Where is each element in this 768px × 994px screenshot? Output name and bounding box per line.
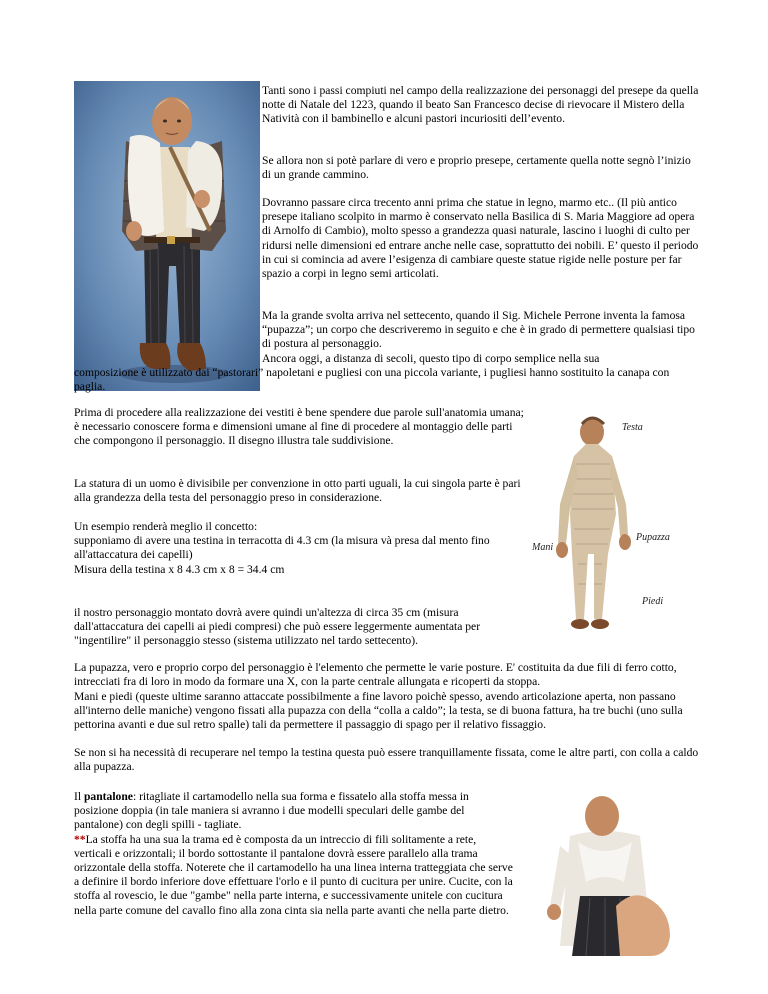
label-pupazza: Pupazza <box>636 532 670 543</box>
anatomy-example <box>74 520 524 577</box>
pantalone-keyword: pantalone <box>83 790 133 803</box>
label-mani: Mani <box>532 542 554 553</box>
intro-paragraph-4b-rest: composizione è utilizzato dai “pastorari” napoletani e pugliesi con una piccola variante, i pugliesi hanno sostituito la canapa con paglia. <box>74 366 670 394</box>
shepherd-figurine-photo <box>74 81 260 391</box>
pupazza-paragraph-1: La pupazza, vero e proprio corpo del personaggio è l'elemento che permette le varie posture. E' costituita da due fili di ferro cotto, intrecciati fra di loro in modo da formare una X, con la parte centrale allungata e ricoperti da stoppa. <box>74 661 677 689</box>
pantalone-lead-prefix: Il <box>74 790 84 803</box>
example-assumption: supponiamo di avere una testina in terracotta di 4.3 cm (la misura và presa dal mento fino all'attaccatura dei capelli) <box>74 534 490 562</box>
pupazza-paragraph-3: Se non si ha necessità di recuperare nel tempo la testina questa può essere tranquillamente fissata, come le altre parti, con colla a caldo alla pupazza. <box>74 746 699 774</box>
anatomy-paragraph-1: Prima di procedere alla realizzazione dei vestiti è bene spendere due parole sull'anatomia umana; è necessario conoscere forma e dimensioni umane al fine di procedere al montaggio delle parti che compongono il personaggio. Il disegno illustra tale suddivisione. <box>74 406 524 448</box>
pupazza-paragraph-2: Mani e piedi (queste ultime saranno attaccate possibilmente a fine lavoro poichè spesso, avendo articolazione aperta, non passano all'interno delle maniche) vengono fissati alla pupazza con della “colla a caldo”; la testa, se di buona fattura, ha tre buchi (uno sulla pettorina avanti e due sul retro spalle) tali da permettere il passaggio di spago per il relativo fissaggio. <box>74 690 683 732</box>
intro-paragraph-3: Dovranno passare circa trecento anni prima che statue in legno, marmo etc.. (Il più antico presepe italiano scolpito in marmo è conservato nella Basilica di S. Maria Maggiore ad opera di Arnolfo di Cambio), molto spesso a grandezza quasi naturale, lascino i luoghi di culto per ridursi nelle dimensioni ed entrare anche nelle case, soprattutto dei nobili. E’ questo il periodo in cui si comincia ad avere l’esigenza di cambiare queste statue rigide nelle posture per far spazio a corpi in legno semi articolati. <box>262 196 699 281</box>
intro-paragraph-4a: Ma la grande svolta arriva nel settecento, quando il Sig. Michele Perrone inventa la famosa “pupazza”; un corpo che descriveremo in seguito e che è in grado di permettere qualsiasi tipo di postura al personaggio. <box>262 309 695 351</box>
pantalone-note-mark: ** <box>74 832 86 846</box>
example-calculation: Misura della testina x 8 4.3 cm x 8 = 34.4 cm <box>74 562 285 576</box>
pupazza-anatomy-figure <box>530 404 690 640</box>
pantalone-note-text: La stoffa ha una sua la trama ed è composta da un intreccio di fili solitamente a rete, verticali e orizzontali; il bordo sottostante il pantalone dovrà essere parallelo alla trama orizzontale della stoffa. Noterete che il cartamodello ha una linea interna tratteggiata che serve a definire il bordo inferiore dove effettuare l'orlo e il punto di cucitura per unire. Cucite, con la stoffa al rovescio, le due "gambe" nella parte interna, e successivamente unitele con cucitura nella parte comune del cavallo fino alla zona cinta sia nella parte avanti che nella parte dietro. <box>74 832 513 917</box>
intro-paragraph-4b-line1: Ancora oggi, a distanza di secoli, questo tipo di corpo semplice nella sua <box>262 352 600 365</box>
pantalone-lead-text: : ritagliate il cartamodello nella sua forma e fissatelo alla stoffa messa in posizione doppia (in tale maniera si avranno i due modelli speculari delle gambe del pantalone) con degli spilli - tagliate. <box>74 790 469 832</box>
label-testa: Testa <box>622 422 643 433</box>
label-piedi: Piedi <box>642 596 664 607</box>
intro-paragraph-1: Tanti sono i passi compiuti nel campo della realizzazione dei personaggi del presepe da quella notte di Natale del 1223, quando il beato San Francesco decise di rievocare il Mistero della Natività con il bambinello e alcuni pastori incuriositi dell’evento. <box>262 84 699 126</box>
pantalone-section <box>74 790 514 918</box>
intro-paragraph-2: Se allora non si potè parlare di vero e proprio presepe, certamente quella notte segnò l’inizio di un grande cammino. <box>262 154 691 182</box>
example-intro: Un esempio renderà meglio il concetto: <box>74 520 258 533</box>
anatomy-paragraph-4: il nostro personaggio montato dovrà avere quindi un'altezza di circa 35 cm (misura dall'attaccatura dei capelli ai piedi compresi) che può essere leggermente aumentata per "ingentilire" il personaggio stesso (sistema utilizzato nel tardo settecento). <box>74 606 481 648</box>
anatomy-paragraph-2: La statura di un uomo è divisibile per convenzione in otto parti uguali, la cui singola parte è pari alla grandezza della testa del personaggio preso in considerazione. <box>74 477 521 505</box>
figurine-closeup-photo <box>520 786 690 956</box>
